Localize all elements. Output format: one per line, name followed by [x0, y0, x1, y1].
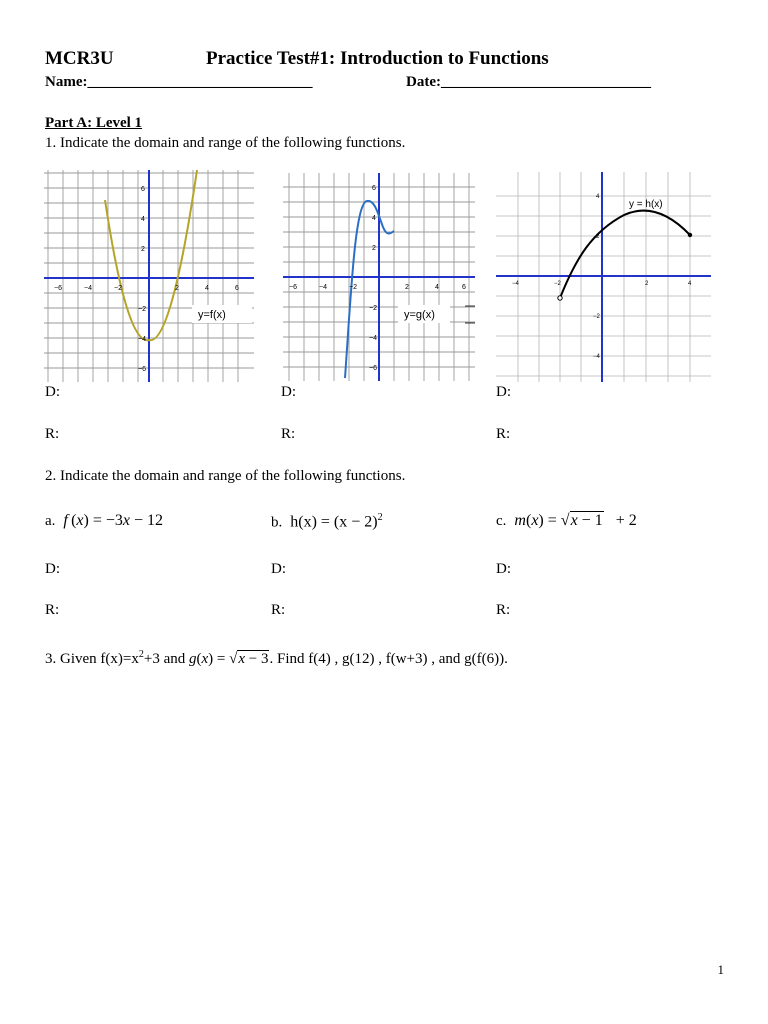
- tick-label: 2: [596, 234, 600, 240]
- tick-label: −2: [593, 314, 600, 320]
- part-a-heading: Part A: Level 1: [45, 115, 143, 131]
- range-label: R:: [45, 426, 60, 442]
- range-label: R:: [496, 602, 511, 618]
- domain-label: D:: [45, 561, 60, 577]
- tick-label: −4: [512, 281, 519, 287]
- graph-g-label: y=g(x): [404, 309, 435, 321]
- range-label: R:: [281, 426, 296, 442]
- tick-label: −6: [138, 366, 146, 373]
- question-2b: [271, 512, 383, 531]
- tick-label: −4: [138, 336, 146, 343]
- part-letter: b.: [271, 514, 283, 531]
- graph-h-label: y = h(x): [629, 199, 663, 210]
- tick-label: 6: [141, 186, 145, 193]
- tick-label: −2: [138, 306, 146, 313]
- tick-label: 4: [372, 215, 376, 222]
- part-letter: a.: [45, 513, 56, 529]
- tick-label: 6: [235, 285, 239, 292]
- name-field: Name:______________________________: [45, 74, 313, 90]
- tick-label: 2: [405, 284, 409, 291]
- range-label: R:: [496, 426, 511, 442]
- tick-label: 6: [462, 284, 466, 291]
- tick-label: −2: [369, 305, 377, 312]
- tick-label: 6: [372, 185, 376, 192]
- question-2a: [45, 512, 163, 530]
- tick-label: −2: [554, 281, 561, 287]
- range-label: R:: [271, 602, 286, 618]
- domain-label: D:: [496, 384, 511, 400]
- equation-a: f (x) = −3x − 12: [63, 512, 164, 529]
- tick-label: −4: [593, 354, 600, 360]
- tick-label: −4: [369, 335, 377, 342]
- graph-g: [283, 173, 475, 381]
- domain-label: D:: [496, 561, 511, 577]
- graph-f-curve: [105, 170, 197, 340]
- tick-label: 2: [372, 245, 376, 252]
- date-field: Date:____________________________: [406, 74, 651, 90]
- tick-label: −6: [289, 284, 297, 291]
- tick-label: 4: [596, 194, 600, 200]
- tick-label: 2: [141, 246, 145, 253]
- domain-label: D:: [281, 384, 296, 400]
- exponent: 2: [138, 649, 144, 660]
- equation-g: g(x) = √x − 3: [188, 651, 269, 667]
- tick-label: −2: [349, 284, 357, 291]
- tick-label: −2: [114, 285, 122, 292]
- tick-label: 4: [141, 216, 145, 223]
- question-3: 3. Given $f(x)=x^2+3$ and g(x) = √x − 3. Find f(4) , g(12) , f(w+3) , and g(f(6)).: [45, 649, 508, 667]
- domain-label: D:: [271, 561, 286, 577]
- question-2c: [496, 512, 637, 530]
- tick-label: 2: [645, 281, 649, 287]
- equation-b: h(x) = (x − 2): [290, 513, 378, 531]
- page-number: 1: [717, 962, 724, 977]
- graph-h: [496, 172, 711, 382]
- exponent: 2: [377, 512, 383, 523]
- graph-f: [44, 170, 254, 382]
- equation-c-tail: + 2: [615, 512, 637, 529]
- graph-h-endpoint-left: [558, 296, 562, 300]
- course-code: MCR3U: [45, 48, 114, 69]
- test-title: Practice Test#1: Introduction to Functions: [206, 48, 549, 69]
- domain-label: D:: [45, 384, 60, 400]
- graph-f-label: y=f(x): [198, 309, 226, 321]
- tick-label: −4: [319, 284, 327, 291]
- question-1: 1. Indicate the domain and range of the following functions.: [45, 135, 406, 151]
- range-label: R:: [45, 602, 60, 618]
- tick-label: 4: [205, 285, 209, 292]
- equation-c: m(x) = √x − 1: [514, 512, 603, 529]
- tick-label: 4: [435, 284, 439, 291]
- tick-label: −6: [54, 285, 62, 292]
- tick-label: 2: [175, 285, 179, 292]
- tick-label: −4: [84, 285, 92, 292]
- tick-label: −6: [369, 365, 377, 372]
- graph-h-endpoint-right: [688, 233, 692, 237]
- part-letter: c.: [496, 513, 507, 529]
- tick-label: 4: [688, 281, 692, 287]
- question-2: 2. Indicate the domain and range of the following functions.: [45, 468, 406, 484]
- graph-h-curve: [560, 211, 690, 298]
